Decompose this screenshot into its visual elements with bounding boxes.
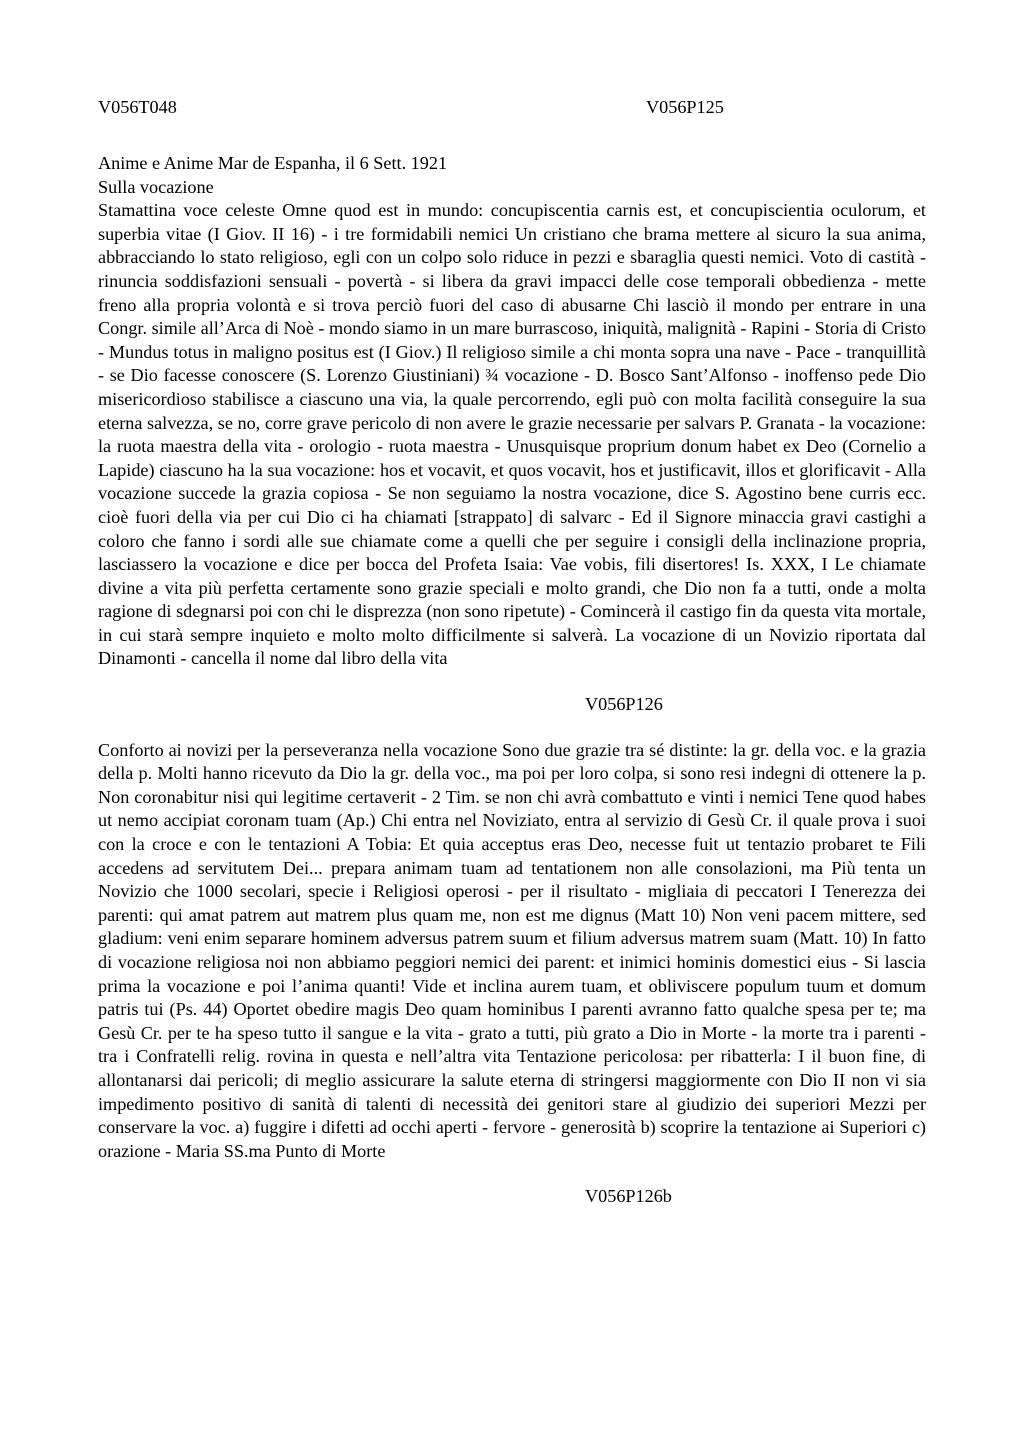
document-title: Sulla vocazione <box>98 176 214 197</box>
document-code: V056T048 <box>98 97 177 117</box>
page-code: V056P125 <box>646 97 724 117</box>
body-paragraph-1: Stamattina voce celeste Omne quod est in mundo: concupiscentia carnis est, et concupiscientia oculorum, et superbia vitae (I Giov. II 16) - i tre formidabili nemici Un cristiano che brama mettere al sicuro la sua anima, abbracciando lo stato religioso, egli con un colpo solo riduce in pezzi e sbaraglia questi nemici. Voto di castità - rinuncia soddisfazioni sensuali - povertà - si libera da gravi impacci delle cose temporali obbedienza - mette freno alla propria volontà e si trova perciò fuori del caso di abusarne Chi lasciò il mondo per entrare in una Congr. simile all’Arca di Noè - mondo siamo in un mare burrascoso, iniquità, malignità - Rapini - Storia di Cristo - Mundus totus in maligno positus est (I Giov.) Il religioso simile a chi monta sopra una nave - Pace - tranquillità - se Dio facesse conoscere (S. Lorenzo Giustiniani) ¾ vocazione - D. Bosco Sant’Alfonso - inoffenso pede Dio misericordioso stabilisce a ciascuno una via, la quale percorrendo, egli può con molta facilità conseguire la sua eterna salvezza, se no, corre grave pericolo di non avere le grazie necessarie per salvars P. Granata - la vocazione: la ruota maestra della vita - orologio - ruota maestra - Unusquisque proprium donum habet ex Deo (Cornelio a Lapide) ciascuno ha la sua vocazione: hos et vocavit, et quos vocavit, hos et justificavit, illos et glorificavit - Alla vocazione succede la grazia copiosa - Se non seguiamo la nostra vocazione, dice S. Agostino bene curris ecc. cioè fuori della via per cui Dio ci ha chiamati [strappato] di salvarc - Ed il Signore minaccia gravi castighi a coloro che fanno i sordi alle sue chiamate come a quelli che per seguire i consigli della inclinazione propria, lasciassero la vocazione e dice per bocca del Profeta Isaia: Vae vobis, fili disertores! Is. XXX, I Le chiamate divine a vita più perfetta certamente sono grazie speciali e molto grandi, che Dio non fa a tutti, onde a molta ragione di sdegnarsi poi con chi le disprezza (non sono ripetute) - Comincerà il castigo fin da questa vita mortale, in cui starà sempre inquieto e molto molto difficilmente si salverà. La vocazione di un Novizio riportata dal Dinamonti - cancella il nome dal libro della vita <box>98 200 926 669</box>
page-marker-126b: V056P126b <box>585 1186 672 1207</box>
page-marker-126: V056P126 <box>585 694 663 715</box>
document-page <box>98 96 926 1209</box>
body-paragraph-2: Conforto ai novizi per la perseveranza nella vocazione Sono due grazie tra sé distinte: la gr. della voc. e la grazia della p. Molti hanno ricevuto da Dio la gr. della voc., ma poi per loro colpa, si sono resi indegni di ottenere la p. Non coronabitur nisi qui legitime certaverit - 2 Tim. se non chi avrà combattuto e vinti i nemici Tene quod habes ut nemo accipiat coronam tuam (Ap.) Chi entra nel Noviziato, entra al servizio di Gesù Cr. il quale prova i suoi con la croce e con le tentazioni A Tobia: Et quia acceptus eras Deo, necesse fuit ut tentazio probaret te Fili accedens ad servitutem Dei... prepara animam tuam ad tentationem non alle consolazioni, ma Più tenta un Novizio che 1000 secolari, specie i Religiosi operosi - per il risultato - migliaia di peccatori I Tenerezza dei parenti: qui amat patrem aut matrem plus quam me, non est me dignus (Matt 10) Non veni pacem mittere, sed gladium: veni enim separare hominem adversus patrem suum et filium adversus matrem suam (Matt. 10) In fatto di vocazione religiosa noi non abbiamo peggiori nemici dei parent: et inimici hominis domestici eius - Si lascia prima la vocazione e poi l’anima quanti! Vide et inclina aurem tuam, et obliviscere populum tuum et domum patris tui (Ps. 44) Oportet obedire magis Deo quam hominibus I parenti avranno fatto qualche spesa per te; ma Gesù Cr. per te ha speso tutto il sangue e la vita - grato a tutti, più grato a Dio in Morte - la morte tra i parenti - tra i Confratelli relig. rovina in questa e nell’altra vita Tentazione pericolosa: per ribatterla: I il buon fine, di allontanarsi dai pericoli; di meglio assicurare la salute eterna di stringersi maggiormente con Dio II non vi sia impedimento positivo di sanità di talenti di necessità dei genitori stare al giudizio dei superiori Mezzi per conservare la voc. a) fuggire i difetti ad occhi aperti - fervore - generosità b) scoprire la tentazione ai Superiori c) orazione - Maria SS.ma Punto di Morte <box>98 739 926 1161</box>
document-header <box>98 96 926 120</box>
document-place-date: Anime e Anime Mar de Espanha, il 6 Sett. 1921 <box>98 153 448 173</box>
